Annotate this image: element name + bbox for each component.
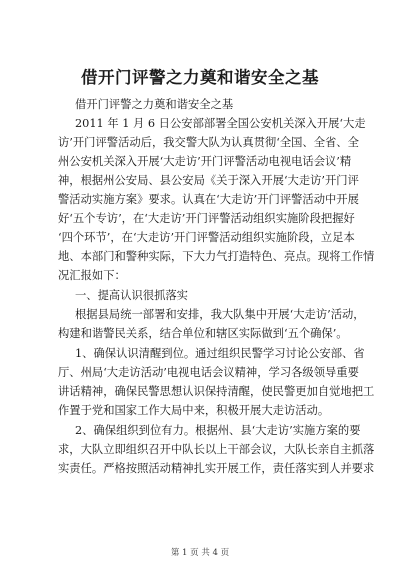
- body-line: 构建和谐警民关系，结合单位和辖区实际做到‘五个确保’。: [58, 327, 348, 340]
- body-line: 作置于党和国家工作大局中来，积极开展大走访活动。: [58, 404, 330, 417]
- body-line: 厅、州局‘大走访活动’电视电话会议精神，学习各级领导重要: [58, 366, 359, 379]
- body-line: 警活动实施方案》要求。认真在‘大走访’开门评警活动中开展: [58, 193, 359, 206]
- body-line: 州公安机关深入开展‘大走访’开门评警活动电视电话会议’精: [58, 155, 352, 168]
- body-line: 地、本部门和警种实际，下大力气打造特色、亮点。现将工作情: [58, 250, 375, 263]
- body-line: 访’开门评警活动后，我交警大队为认真贯彻‘全国、全省、全: [58, 136, 359, 149]
- page-footer: 第 1 页 共 4 页: [170, 548, 230, 558]
- body-line: 2、确保组织到位有力。根据州、县‘大走访’实施方案的要: [75, 424, 361, 437]
- body-line: 实责任。严格按照活动精神扎实开展工作，责任落实到人并要求: [58, 462, 375, 475]
- subtitle-line: 借开门评警之力奠和谐安全之基: [75, 98, 234, 111]
- body-line: 1、确保认识清醒到位。通过组织民警学习讨论公安部、省: [75, 347, 365, 360]
- body-line: 求，大队立即组织召开中队长以上干部会议，大队长亲自主抓落: [58, 443, 375, 456]
- body-line: 况汇报如下：: [58, 269, 126, 282]
- document-title: 借开门评警之力奠和谐安全之基: [81, 68, 319, 87]
- body-line: 好‘五个专访’，在‘大走访’开门评警活动组织实施阶段把握好: [58, 212, 355, 225]
- body-line: ‘四个环节’，在‘大走访’开门评警活动组织实施阶段，立足本: [58, 231, 355, 244]
- section-heading: 一、提高认识很抓落实: [75, 289, 188, 302]
- body-line: 根据县局统一部署和安排，我大队集中开展‘大走访’活动，: [75, 308, 365, 321]
- body-line: 讲话精神，确保民警思想认识保持清醒，使民警更加自觉地把工: [58, 385, 375, 398]
- body-line: 神，根据州公安局、县公安局《关于深入开展‘大走访’开门评: [58, 174, 359, 187]
- body-line: 2011 年 1 月 6 日公安部部署全国公安机关深入开展‘大走: [75, 117, 366, 130]
